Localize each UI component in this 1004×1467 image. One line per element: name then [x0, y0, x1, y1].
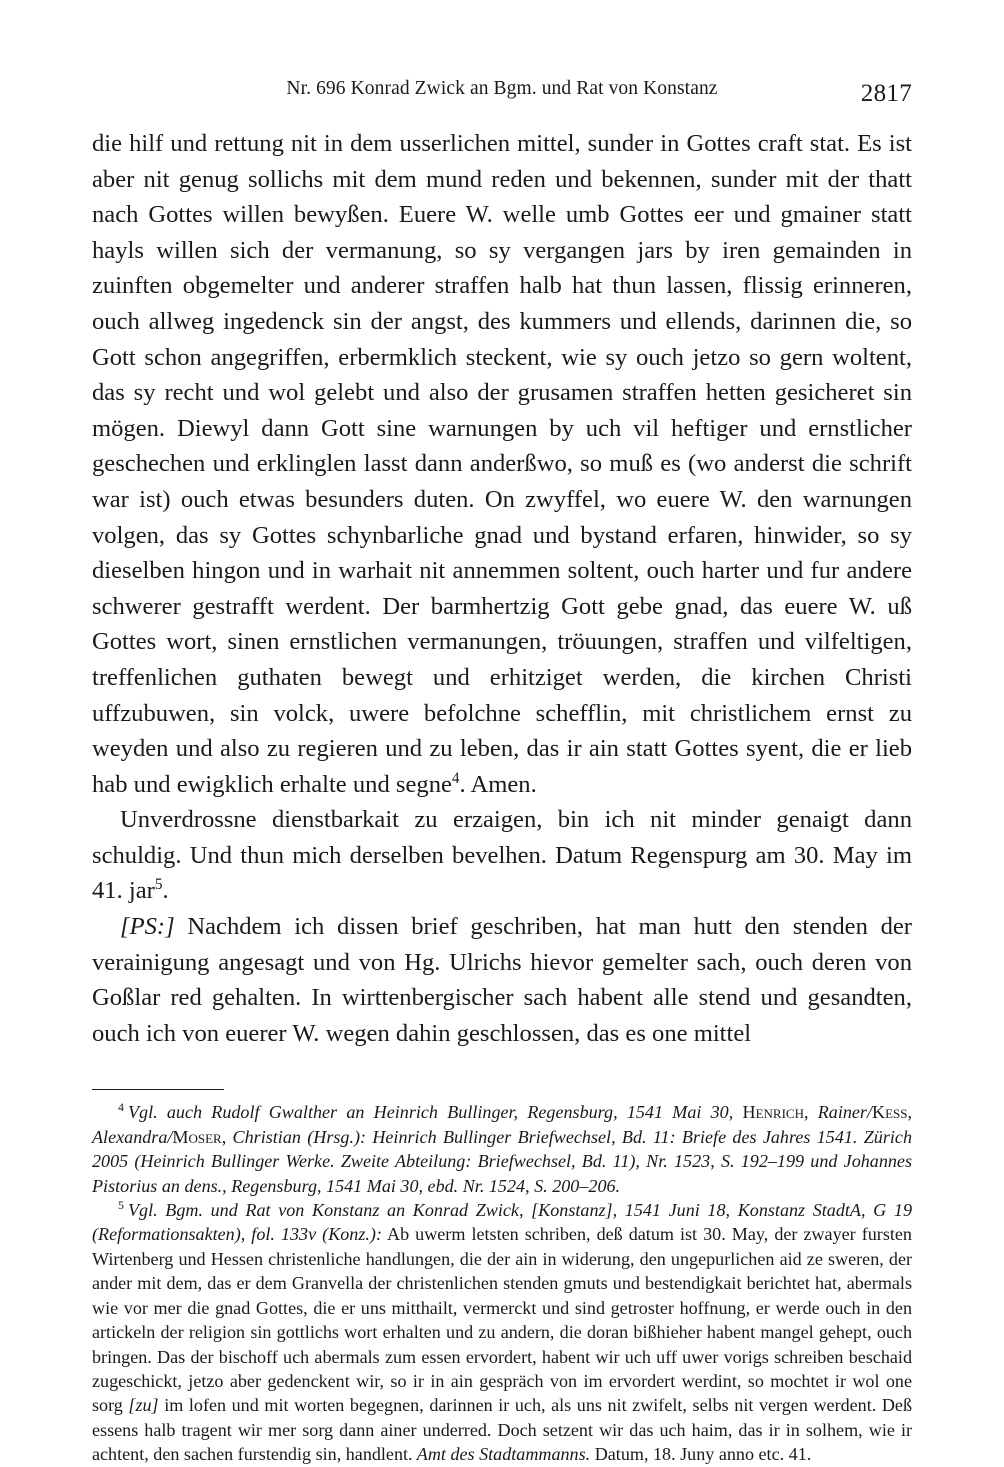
footnote-run: Vgl. Bgm. und Rat von Konstanz an Konrad Zwick, [Konstanz], 1541 Juni 18, Konstanz StadtA, G 19 (Reformationsakten), fol. 133v (Konz.):: [92, 1200, 912, 1245]
footnote-run: Moser,: [172, 1126, 227, 1147]
footnote-run: [zu]: [122, 1395, 159, 1416]
paragraph-3-postscript: [92, 909, 912, 1051]
footnote-separator: [92, 1089, 224, 1090]
footnote-4: [92, 1100, 912, 1198]
page-number: 2817: [860, 80, 912, 107]
footnote-run: Vgl. auch Rudolf Gwalther an Heinrich Bullinger, Regensburg, 1541 Mai 30,: [127, 1102, 734, 1123]
footnote-run: Ab uwerm letsten schriben, deß datum ist 30. May, der zwayer fursten Wirtenberg und Hessen christenliche handlungen, die der ain in widerung, den ungepurlichen aid ze sweren, der ander mit dem, das er dem Granvella der christenlichen stenden gmuts und bestendigkait berichtet hat, abermals wie vor mer die gnad Gottes, die er uns mitthailt, vermerckt und sind getroster hoffnung, er werde ouch in den artickeln der religion sin gottlichs wort erhalten und zu andern, die doran bißhieher habent mangel gehept, ouch bringen. Das der bischoff uch abermals zum essen ervordert, habent wir uch uff uwer vorigs schreiben beschaid zugeschickt, jetzo aber gedenckent wir, so ir in ain gespräch von im ervordert werdint, so mochtet ir wol one sorg: [92, 1224, 912, 1416]
footnote-run: Datum, 18. Juny anno etc. 41.: [590, 1444, 812, 1465]
paragraph-2: [92, 802, 912, 909]
footnote-run: im lofen und mit worten begegnen, darinnen ir uch, als uns nit zwifelt, selbs nit vergen werdent. Deß essens halb tragent wir mer sorg dann ainer underred. Doch setzent wir das uch haim, das ir in solhem, wie ir achtent, den sachen furstendig sin, handlent.: [92, 1395, 912, 1465]
footnote-run: Henrich,: [733, 1102, 809, 1123]
postscript-label: [PS:]: [120, 913, 175, 941]
postscript-text: Nachdem ich dissen brief geschriben, hat man hutt den stenden der verainigung angesagt und von Hg. Ulrichs hievor gemelter sach, ouch deren von Goßlar red gehalten. In wirttenbergischer sach habent alle stend und gesandten, ouch ich von euerer W. wegen dahin geschlossen, das es one mittel: [92, 913, 912, 1047]
footnote-run: Alexandra/: [92, 1126, 173, 1147]
footnotes-section: [92, 1100, 912, 1466]
paragraph-2-tail: .: [162, 877, 169, 905]
running-head-title: Nr. 696 Konrad Zwick an Bgm. und Rat von Konstanz: [286, 78, 718, 99]
footnote-run: Christian (Hrsg.): Heinrich Bullinger Briefwechsel, Bd. 11: Briefe des Jahres 1541. Zürich 2005 (Heinrich Bullinger Werke. Zweite Abteilung: Briefwechsel, Bd. 11), Nr. 1523, S. 192–199 und Johannes Pistorius an dens., Regensburg, 1541 Mai 30, ebd. Nr. 1524, S. 200–206.: [92, 1126, 912, 1196]
footnote-run: Kess,: [872, 1102, 912, 1123]
paragraph-1-text: die hilf und rettung nit in dem usserlichen mittel, sunder in Gottes craft stat. Es ist aber nit genug sollichs mit dem mund reden und bekennen, sunder mit der thatt nach Gottes willen bewyßen. Euere W. welle umb Gottes eer und gmainer statt hayls willen sich der vermanung, so sy vergangen jars by iren gemainden in zuinften obgemelter und anderer straffen halb hat thun lassen, flissig erinneren, ouch allweg ingedenck sin der angst, des kummers und ellends, darinnen die, so Gott schon angegriffen, erbermklich steckent, wie sy ouch jetzo so gern woltent, das sy recht und wol gelebt und also der grusamen straffen hetten gesicheret sin mögen. Diewyl dann Gott sine warnungen by uch vil heftiger und ernstlicher geschechen und erklinglen lasst dann anderßwo, so muß es (wo anderst die schrift war ist) ouch etwas besunders duten. On zwyffel, wo euere W. den warnungen volgen, das sy Gottes schynbarliche gnad und bystand erfaren, hinwider, so sy dieselben hingon und in warhait nit annemmen soltent, ouch harter und fur andere schwerer gestrafft werdent. Der barmhertzig Gott gebe gnad, das euere W. uß Gottes wort, sinen ernstlichen vermanungen, tröuungen, straffen und vilfeltigen, treffenlichen guthaten bewegt und erhitziget werden, die kirchen Christi uffzubuwen, sin volck, uwere befolchne schefflin, mit christlichem ernst zu weyden und also zu regieren und zu leben, das ir ain statt Gottes syent, die er lieb hab und ewigklich erhalte und segne: [92, 130, 912, 798]
footnote-run: Amt des Stadtammanns.: [412, 1444, 591, 1465]
footnote-run: Rainer/: [808, 1102, 872, 1123]
footnote-marker-5: 5: [118, 1198, 124, 1213]
running-head: [92, 78, 912, 108]
footnote-marker-4: 4: [118, 1100, 124, 1115]
footnote-ref-5[interactable]: 5: [154, 876, 163, 894]
footnote-ref-4[interactable]: 4: [451, 769, 460, 787]
footnote-5: [92, 1198, 912, 1466]
paragraph-2-text: Unverdrossne dienstbarkait zu erzaigen, bin ich nit minder genaigt dann schuldig. Und thun mich derselben bevelhen. Datum Regenspurg am 30. May im 41. jar: [92, 806, 912, 905]
footnote-4-body: [92, 1102, 912, 1195]
paragraph-1-tail: . Amen.: [459, 770, 537, 798]
paragraph-1: [92, 126, 912, 802]
body-text: [92, 126, 912, 1051]
footnote-5-body: [92, 1200, 912, 1464]
